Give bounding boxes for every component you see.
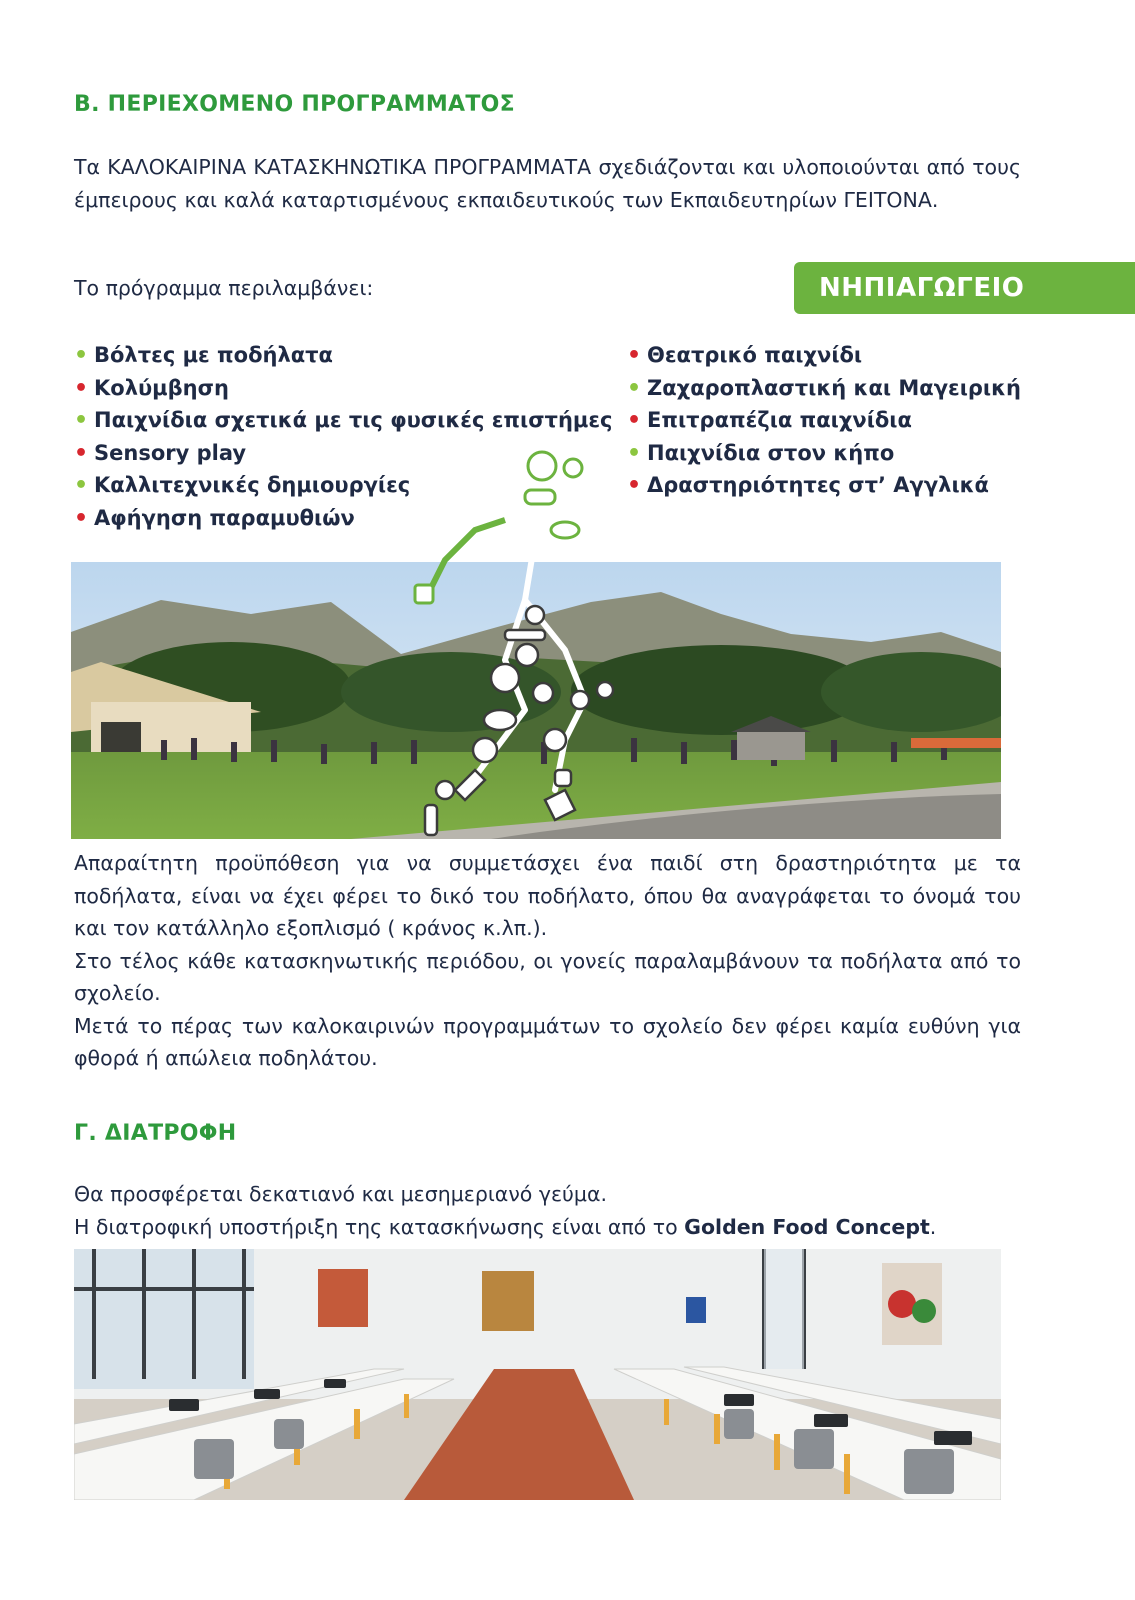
activity-label: Βόλτες με ποδήλατα (94, 343, 333, 367)
section-b-heading: Β. ΠΕΡΙΕΧΟΜΕΝΟ ΠΡΟΓΡΑΜΜΑΤΟΣ (74, 92, 515, 117)
activity-label: Παιχνίδια σχετικά με τις φυσικές επιστήμες (94, 408, 613, 432)
activity-label: Αφήγηση παραμυθιών (94, 505, 355, 530)
bullet-icon: • (627, 440, 642, 466)
activity-label: Επιτραπέζια παιχνίδια (647, 408, 912, 432)
activity-label: Δραστηριότητες στ’ Αγγλικά (647, 473, 989, 497)
section-c-heading: Γ. ΔΙΑΤΡΟΦΗ (74, 1121, 237, 1146)
bullet-icon: • (74, 408, 89, 433)
activity-item (74, 404, 613, 437)
bike-notes (74, 847, 1021, 1075)
bullet-icon: • (74, 505, 89, 531)
sports-runner-illustration (405, 450, 635, 860)
bullet-icon: • (627, 375, 642, 401)
activity-item (627, 404, 1021, 437)
intro-paragraph: Τα ΚΑΛΟΚΑΙΡΙΝΑ ΚΑΤΑΣΚΗΝΩΤΙΚΑ ΠΡΟΓΡΑΜΜΑΤΑ σχεδιάζονται και υλοποιούνται από τους έμπειρους και καλά καταρτισμένους εκπαιδευτικούς των Εκπαιδευτηρίων ΓΕΙΤΟΝΑ. (74, 155, 1021, 212)
bike-note-3: Μετά το πέρας των καλοκαιρινών προγραμμάτων το σχολείο δεν φέρει καμία ευθύνη για φθορά ή απώλεια ποδηλάτου. (74, 1013, 1021, 1070)
bike-note-1: Απαραίτητη προϋπόθεση για να συμμετάσχει ένα παιδί στη δραστηριότητα με τα ποδήλατα, είναι να έχει φέρει το δικό του ποδήλατο, όπου θα αναγράφεται το όνομά του και τον κατάλληλο εξοπλισμό ( κράνος κ.λπ.). (74, 851, 1021, 940)
bullet-icon: • (74, 343, 89, 368)
activity-label: Ζαχαροπλαστική και Μαγειρική (647, 375, 1021, 400)
bullet-icon: • (74, 440, 89, 466)
bullet-icon: • (74, 375, 89, 401)
bike-note-2: Στο τέλος κάθε κατασκηνωτικής περιόδου, οι γονείς παραλαμβάνουν τα ποδήλατα από το σχολείο. (74, 948, 1021, 1005)
activity-item (627, 372, 1021, 405)
golden-food-concept-name: Golden Food Concept (684, 1214, 930, 1239)
activity-item (74, 372, 613, 405)
kindergarten-tab: ΝΗΠΙΑΓΩΓΕΙΟ (794, 262, 1135, 314)
dining-hall-photo (74, 1249, 1001, 1500)
nutrition-line-2: Η διατροφική υποστήριξη της κατασκήνωσης είναι από το Golden Food Concept. (74, 1214, 937, 1239)
nutrition-paragraph (74, 1178, 1021, 1243)
bullet-icon: • (74, 473, 89, 498)
bullet-icon: • (627, 343, 642, 368)
activity-item (627, 339, 1021, 372)
activity-label: Θεατρικό παιχνίδι (647, 343, 863, 367)
activities-list-right (627, 339, 1021, 502)
activity-label: Παιχνίδια στον κήπο (647, 440, 895, 465)
activity-item (74, 339, 613, 372)
activity-label: Sensory play (94, 440, 247, 465)
includes-label: Το πρόγραμμα περιλαμβάνει: (74, 276, 374, 300)
activity-label: Κολύμβηση (94, 375, 229, 400)
activity-label: Καλλιτεχνικές δημιουργίες (94, 473, 411, 497)
bullet-icon: • (627, 473, 642, 498)
activity-item (627, 469, 1021, 502)
activity-item (627, 437, 1021, 470)
bullet-icon: • (627, 408, 642, 433)
nutrition-line-1: Θα προσφέρεται δεκατιανό και μεσημεριανό γεύμα. (74, 1182, 607, 1206)
